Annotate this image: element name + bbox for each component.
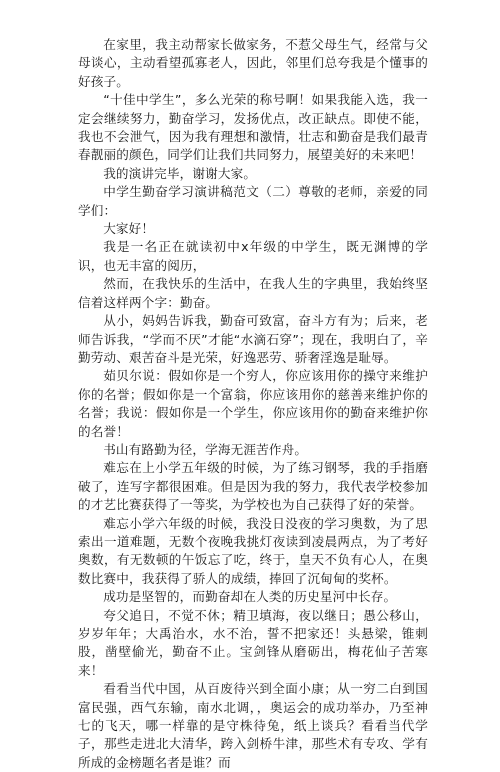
paragraph: 难忘在上小学五年级的时候，为了练习钢琴，我的手指磨破了，连写字都很困难。但是因为我的努力，我代表学校参加的才艺比赛获得了一等奖，为学校也为自己获得了好的荣誉。 bbox=[78, 460, 428, 513]
paragraph: 茹贝尔说：假如你是一个穷人，你应该用你的操守来维护你的名誉；假如你是一个富翁，你应该用你的慈善来维护你的名誉；我说：假如你是一个学生，你应该用你的勤奋来维护你的名誉！ bbox=[78, 368, 428, 439]
section-title: 中学生勤奋学习演讲稿范文（二）尊敬的老师，亲爱的同学们： bbox=[78, 184, 428, 218]
paragraph: 夸父追日，不觉不休；精卫填海，夜以继日；愚公移山，岁岁年年；大禹治水，水不治，誓不把家还！头悬梁，锥刺股，凿壁偷光，勤奋不止。宝剑锋从磨砺出，梅花仙子苦寒来！ bbox=[78, 607, 428, 678]
paragraph: 看看当代中国，从百废待兴到全面小康；从一穷二白到国富民强，西气东输，南水北调，，奥运会的成功举办，乃至神七的飞天，哪一样靠的是守株待兔，纸上谈兵？看看当代学子，那些走进北大清华，跨入剑桥牛津，那些术有专攻、学有所成的金榜题名者是谁？而 bbox=[78, 681, 428, 770]
paragraph: 从小，妈妈告诉我，勤奋可致富，奋斗方有为；后来，老师告诉我，“学而不厌”才能“水滴石穿”；现在，我明白了，辛勤劳动、艰苦奋斗是光荣，好逸恶劳、骄奢淫逸是耻辱。 bbox=[78, 313, 428, 365]
paragraph: 成功是坚智的，而勤奋却在人类的历史星河中长存。 bbox=[103, 589, 397, 605]
paragraph: 我是一名正在就读初中x年级的中学生，既无渊博的学识，也无丰富的阅历， bbox=[78, 239, 428, 273]
paragraph: 然而，在我快乐的生活中，在我人生的字典里，我始终坚信着这样两个字：勤奋。 bbox=[78, 276, 428, 310]
paragraph: 我的演讲完毕，谢谢大家。 bbox=[103, 165, 257, 181]
paragraph: 难忘小学六年级的时候，我没日没夜的学习奥数，为了思索出一道难题，无数个夜晚我挑灯夜读到凌晨两点，为了考好奥数，有无数顿的午饭忘了吃，终于，皇天不负有心人，在奥数比赛中，我获得了骄人的成绩，捧回了沉甸甸的奖杯。 bbox=[78, 515, 428, 586]
greeting: 大家好！ bbox=[103, 221, 155, 237]
paragraph: 书山有路勤为径，学海无涯苦作舟。 bbox=[103, 441, 308, 457]
paragraph: 在家里，我主动帮家长做家务，不惹父母生气，经常与父母谈心，主动看望孤寡老人，因此，邻里们总夸我是个懂事的好孩子。 bbox=[78, 37, 428, 89]
document-body bbox=[78, 36, 428, 772]
paragraph: “十佳中学生”，多么光荣的称号啊！如果我能入选，我一定会继续努力，勤奋学习，发扬优点，改正缺点。即使不能，我也不会泄气，因为我有理想和激情，壮志和勤奋是我们最青春靓丽的颜色，同学们让我们共同努力，展望美好的未来吧！ bbox=[78, 92, 428, 163]
